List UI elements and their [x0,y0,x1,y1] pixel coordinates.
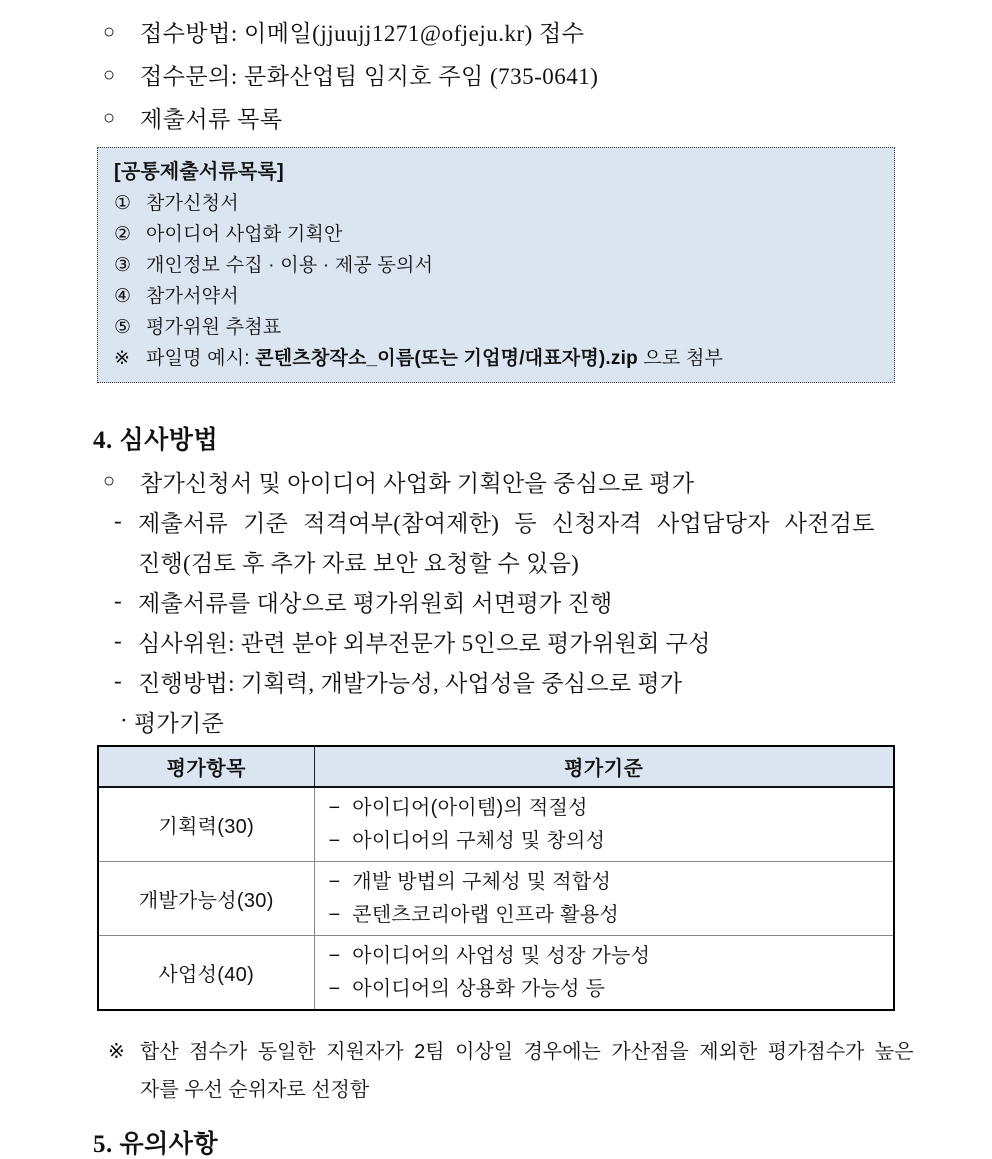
table-row [98,936,894,1011]
attachment-item-text: 개인정보 수집 · 이용 · 제공 동의서 [146,255,434,276]
section4-dash1-continuation-text: 진행(검토 후 추가 자료 보안 요청할 수 있음) [138,550,580,576]
file-note [114,343,878,374]
section-heading-evaluation-method: 4. 심사방법 [93,427,219,454]
section4-dash-item [114,621,992,661]
tie-note-line1 [108,1033,992,1071]
circled-number-icon: ② [114,224,132,245]
circle-bullet-icon: ○ [103,63,116,86]
intro-bullet-contact [103,53,992,96]
intro-bullet-documents [103,96,992,139]
attachment-item [114,281,878,312]
file-note-prefix: 파일명 예시: [146,348,256,369]
table-cell-criteria [314,787,894,862]
table-row [98,787,894,862]
dash-bullet-icon: - [114,508,122,533]
table-header-row [98,746,894,787]
file-note-suffix: 으로 첨부 [637,348,724,369]
reference-mark-icon: ※ [108,1041,125,1063]
circle-bullet-icon: ○ [103,20,116,43]
table-header-item: 평가항목 [98,746,314,787]
attachment-item-text: 평가위원 추첨표 [146,317,282,338]
table-cell-item: 기획력(30) [98,787,314,862]
dash-bullet-icon: - [114,628,122,653]
table-cell-criteria [314,862,894,936]
attachment-item [114,312,878,343]
file-note-text [146,343,723,374]
intro-bullet-method-text: 접수방법: 이메일(jjuujj1271@ofjeju.kr) 접수 [140,21,585,46]
attachment-box-title: [공통제출서류목록] [114,161,284,183]
table-row [98,862,894,936]
section4-dash-item [114,661,992,701]
section4-dash-item [114,501,992,541]
evaluation-table [97,745,895,1011]
attachment-box [97,147,895,383]
section4-bullet-text: 참가신청서 및 아이디어 사업화 기획안을 중심으로 평가 [140,470,695,496]
intro-bullet-contact-text: 접수문의: 문화산업팀 임지호 주임 (735-0641) [140,64,599,89]
circled-number-icon: ① [114,193,132,214]
table-cell-item: 개발가능성(30) [98,862,314,936]
section4-dash4-text: 진행방법: 기획력, 개발가능성, 사업성을 중심으로 평가 [138,670,683,696]
section4-dash3-text: 심사위원: 관련 분야 외부전문가 5인으로 평가위원회 구성 [138,630,711,656]
intro-bullet-method [103,10,992,53]
table-cell-criteria [314,936,894,1011]
section4-dash-item [114,581,992,621]
tie-note [108,1033,992,1109]
section-heading-precautions: 5. 유의사항 [93,1131,219,1158]
criteria-line: − 아이디어의 구체성 및 창의성 [328,829,606,852]
criteria-line: − 아이디어(아이템)의 적절성 [328,796,588,819]
tie-note-line2: 자를 우선 순위자로 선정함 [140,1079,370,1101]
intro-bullet-documents-text: 제출서류 목록 [140,107,283,132]
circle-bullet-icon: ○ [103,106,116,129]
section4-sub-bullet-text: 평가기준 [134,710,225,736]
file-note-filename: 콘텐츠창작소_이름(또는 기업명/대표자명).zip [255,348,638,369]
attachment-item [114,250,878,281]
attachment-item-text: 참가서약서 [146,286,239,307]
circled-number-icon: ⑤ [114,317,132,338]
section4-list [103,461,992,741]
criteria-line: − 아이디어의 상용화 가능성 등 [328,977,606,1000]
intro-bullet-list [103,10,992,139]
section4-sub-bullet [120,701,992,741]
dash-bullet-icon: - [114,588,122,613]
dot-bullet-icon: · [120,708,128,733]
section4-dash1-continuation [138,541,992,581]
section4-bullet [103,461,992,501]
criteria-line: − 개발 방법의 구체성 및 적합성 [328,870,612,893]
criteria-line: − 콘텐츠코리아랩 인프라 활용성 [328,903,619,926]
circle-bullet-icon: ○ [103,470,116,492]
table-header-criteria: 평가기준 [314,746,894,787]
section4-dash2-text: 제출서류를 대상으로 평가위원회 서면평가 진행 [138,590,613,616]
attachment-item-text: 참가신청서 [146,193,239,214]
attachment-item [114,219,878,250]
reference-mark-icon: ※ [114,348,131,369]
criteria-line: − 아이디어의 사업성 및 성장 가능성 [328,944,651,967]
circled-number-icon: ③ [114,255,132,276]
attachment-item-text: 아이디어 사업화 기획안 [146,224,343,245]
circled-number-icon: ④ [114,286,132,307]
attachment-item [114,188,878,219]
tie-note-line1-text: 합산 점수가 동일한 지원자가 2팀 이상일 경우에는 가산점을 제외한 평가점수가 높은 [140,1041,914,1063]
section4-dash1-text: 제출서류 기준 적격여부(참여제한) 등 신청자격 사업담당자 사전검토 [138,510,875,536]
dash-bullet-icon: - [114,668,122,693]
table-cell-item: 사업성(40) [98,936,314,1011]
